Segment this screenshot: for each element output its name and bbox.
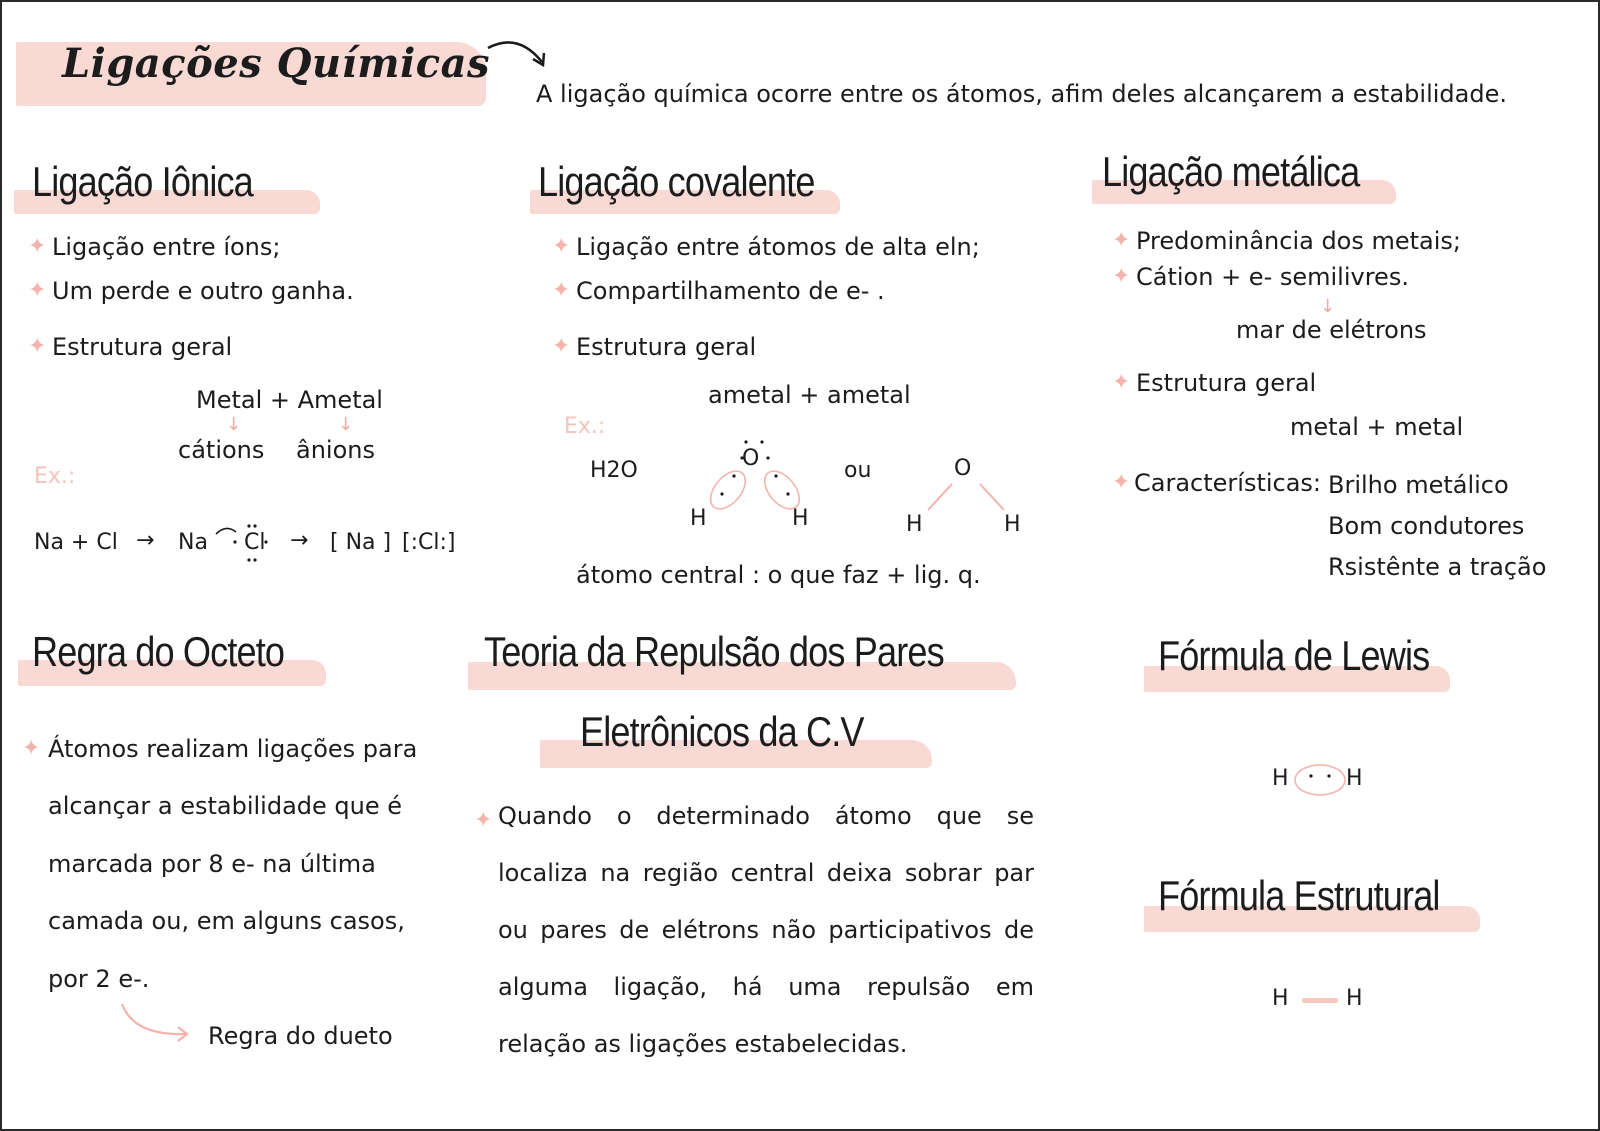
covalent-h2o: H2O: [590, 458, 638, 483]
vsepr-heading-line-2: Eletrônicos da C.V: [580, 708, 864, 755]
covalent-ex-label: Ex.:: [564, 414, 606, 439]
ionic-item-2: Um perde e outro ganha.: [52, 277, 354, 305]
ionic-ex-na: Na: [178, 530, 208, 555]
covalent-central-atom: átomo central : o que faz + lig. q.: [576, 561, 981, 589]
structural-h-left: H: [1272, 986, 1289, 1011]
covalent-o-atom: O: [742, 446, 760, 471]
structural-h-right: H: [1346, 986, 1363, 1011]
covalent-o-atom-2: O: [954, 456, 972, 481]
octet-line-1: Átomos realizam ligações para: [48, 735, 418, 763]
octet-line-2: alcançar a estabilidade que é: [48, 792, 403, 820]
covalent-item-2: Compartilhamento de e- .: [576, 277, 885, 305]
vsepr-line-3: ou pares de elétrons não participativos de: [498, 916, 1034, 944]
curved-arrow-icon: [116, 1000, 196, 1048]
vsepr-line-4: alguma ligação, há uma repulsão em: [498, 973, 1034, 1001]
metallic-char-2: Bom condutores: [1328, 512, 1525, 540]
curved-arrow-icon: [484, 34, 554, 78]
vsepr-line-2: localiza na região central deixa sobrar par: [498, 859, 1034, 887]
covalent-item-1: Ligação entre átomos de alta eln;: [576, 233, 980, 261]
metallic-item-1: Predominância dos metais;: [1136, 227, 1462, 255]
sparkle-icon: ✦: [28, 334, 47, 359]
vsepr-heading-line-1: Teoria da Repulsão dos Pares: [484, 628, 944, 675]
page-title: Ligações Químicas: [62, 40, 491, 87]
octet-line-4: camada ou, em alguns casos,: [48, 907, 405, 935]
sparkle-icon: ✦: [22, 736, 41, 761]
vsepr-body: [498, 788, 1034, 1073]
covalent-h-atom-3: H: [1004, 512, 1021, 537]
vsepr-line-1: Quando o determinado átomo que se: [498, 802, 1034, 830]
ionic-formula: Metal + Ametal: [196, 386, 383, 414]
covalent-heading: Ligação covalente: [538, 158, 815, 205]
metallic-heading: Ligação metálica: [1102, 148, 1360, 195]
ionic-ex-na-cl: Na + Cl: [34, 530, 118, 555]
right-arrow-icon: →: [136, 528, 155, 553]
ionic-item-1: Ligação entre íons;: [52, 233, 281, 261]
ionic-cation: cátions: [178, 436, 265, 464]
shared-pair-icon: [1290, 760, 1350, 800]
down-arrow-icon: ↓: [1320, 296, 1336, 317]
sparkle-icon: ✦: [28, 234, 47, 259]
metallic-char-1: Brilho metálico: [1328, 471, 1509, 499]
sparkle-icon: ✦: [552, 334, 571, 359]
lewis-h-left: H: [1272, 766, 1289, 791]
covalent-h-atom: H: [792, 506, 809, 531]
ionic-ex-bracket-cl: [:Cl:]: [402, 530, 456, 555]
intro-text: A ligação química ocorre entre os átomos, afim deles alcançarem a estabilidade.: [536, 80, 1507, 108]
metallic-item-4: Características:: [1134, 469, 1322, 497]
covalent-item-3: Estrutura geral: [576, 333, 757, 361]
lewis-heading: Fórmula de Lewis: [1158, 632, 1430, 679]
metallic-item-3: Estrutura geral: [1136, 369, 1317, 397]
ionic-ex-label: Ex.:: [34, 464, 76, 489]
octet-duet: Regra do dueto: [208, 1022, 393, 1050]
electron-transfer-icon: [208, 520, 278, 564]
sparkle-icon: ✦: [28, 278, 47, 303]
ionic-anion: ânions: [296, 436, 375, 464]
covalent-h-atom-2: H: [906, 512, 923, 537]
ionic-heading: Ligação Iônica: [32, 158, 253, 205]
metallic-formula: metal + metal: [1290, 413, 1464, 441]
covalent-h-atom: H: [690, 506, 707, 531]
ionic-item-3: Estrutura geral: [52, 333, 233, 361]
octet-line-5: por 2 e-.: [48, 965, 150, 993]
vsepr-line-5: relação as ligações estabelecidas.: [498, 1030, 908, 1058]
single-bond-line: [1302, 998, 1338, 1003]
octet-heading: Regra do Octeto: [32, 628, 285, 675]
sparkle-icon: ✦: [1112, 228, 1131, 253]
structural-heading: Fórmula Estrutural: [1158, 872, 1440, 919]
ionic-ex-cl: Cl: [244, 530, 266, 555]
octet-line-3: marcada por 8 e- na última: [48, 850, 376, 878]
sparkle-icon: ✦: [1112, 370, 1131, 395]
sparkle-icon: ✦: [552, 234, 571, 259]
sparkle-icon: ✦: [1112, 264, 1131, 289]
metallic-item-2: Cátion + e- semilivres.: [1136, 263, 1409, 291]
down-arrow-icon: ↓: [338, 414, 354, 435]
metallic-char-3: Rsistênte a tração: [1328, 553, 1547, 581]
right-arrow-icon: →: [290, 528, 309, 553]
covalent-ou: ou: [844, 458, 872, 483]
metallic-sea: mar de elétrons: [1236, 316, 1427, 344]
sparkle-icon: ✦: [1112, 470, 1131, 495]
covalent-formula: ametal + ametal: [708, 381, 911, 409]
sparkle-icon: ✦: [552, 278, 571, 303]
lewis-h-right: H: [1346, 766, 1363, 791]
sparkle-icon: ✦: [474, 808, 493, 833]
ionic-ex-bracket-na: [ Na ]: [330, 530, 392, 555]
down-arrow-icon: ↓: [226, 414, 242, 435]
